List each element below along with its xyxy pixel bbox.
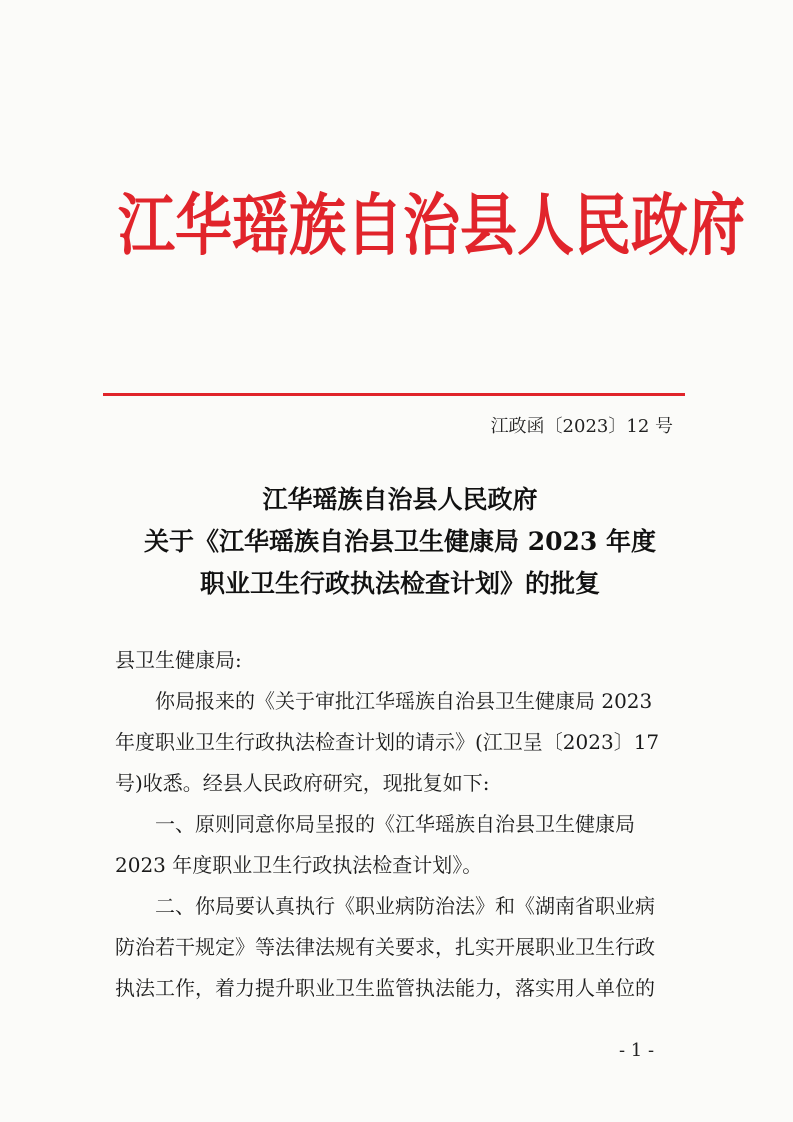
body-line: 年度职业卫生行政执法检查计划的请示》(江卫呈〔2023〕17 — [115, 730, 660, 754]
body-line: 号)收悉。经县人民政府研究，现批复如下: — [115, 771, 490, 795]
red-divider-line — [103, 393, 685, 396]
body-line: 2023 年度职业卫生行政执法检查计划》。 — [115, 853, 483, 877]
body-line: 你局报来的《关于审批江华瑶族自治县卫生健康局 2023 — [155, 689, 653, 713]
body-line: 二、你局要认真执行《职业病防治法》和《湖南省职业病 — [155, 894, 655, 918]
body-line: 执法工作，着力提升职业卫生监管执法能力，落实用人单位的 — [115, 976, 655, 1000]
document-title — [100, 479, 700, 605]
page-number: - 1 - — [619, 1040, 655, 1061]
title-line-2: 关于《江华瑶族自治县卫生健康局 2023 年度 — [144, 527, 656, 556]
issuer-header: 江华瑶族自治县人民政府 — [118, 187, 745, 265]
title-line-3: 职业卫生行政执法检查计划》的批复 — [199, 569, 600, 598]
title-line-1: 江华瑶族自治县人民政府 — [262, 485, 538, 514]
salutation: 县卫生健康局: — [115, 648, 242, 672]
body-line: 一、原则同意你局呈报的《江华瑶族自治县卫生健康局 — [155, 812, 635, 836]
document-number: 江政函〔2023〕12 号 — [490, 416, 673, 437]
body-line: 防治若干规定》等法律法规有关要求，扎实开展职业卫生行政 — [115, 935, 655, 959]
